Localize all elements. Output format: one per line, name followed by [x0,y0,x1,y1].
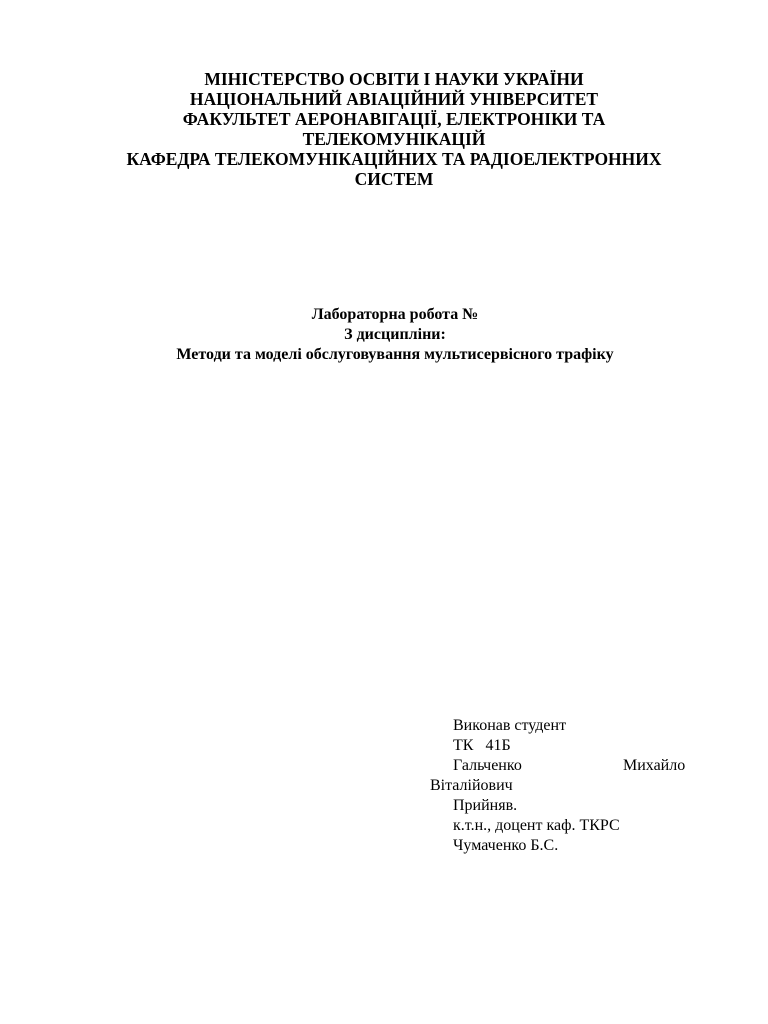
lab-work-title: Лабораторна робота № [311,306,479,323]
ministry-header [110,69,678,189]
lab-title-block [100,305,690,365]
header-department-line: КАФЕДРА ТЕЛЕКОМУНІКАЦІЙНИХ ТА РАДІОЕЛЕКТРОННИХ [126,149,662,169]
header-department-line-cont: СИСТЕМ [354,169,434,189]
performed-by-label: Виконав студент [453,717,567,734]
header-faculty-line-cont: ТЕЛЕКОМУНІКАЦІЙ [302,129,486,149]
discipline-name: Методи та моделі обслуговування мультисервісного трафіку [176,346,614,363]
accepted-label: Прийняв. [453,797,518,814]
header-university-line: НАЦІОНАЛЬНИЙ АВІАЦІЙНИЙ УНІВЕРСИТЕТ [189,89,599,109]
student-name-line [430,756,700,776]
teacher-position: к.т.н., доцент каф. ТКРС [453,817,620,834]
group-prefix: ТК [453,737,474,754]
group-number: 41Б [485,737,511,754]
student-surname: Гальченко [453,757,522,774]
teacher-name: Чумаченко Б.С. [453,837,559,854]
student-patronymic: Віталійович [430,777,513,794]
header-ministry-line: МІНІСТЕРСТВО ОСВІТИ І НАУКИ УКРАЇНИ [204,69,584,89]
student-first-name: Михайло [623,757,686,774]
student-group [430,736,700,756]
header-faculty-line: ФАКУЛЬТЕТ АЕРОНАВІГАЦІЇ, ЕЛЕКТРОНІКИ ТА [182,109,606,129]
signature-block [430,716,700,856]
discipline-label: З дисципліни: [344,326,446,343]
